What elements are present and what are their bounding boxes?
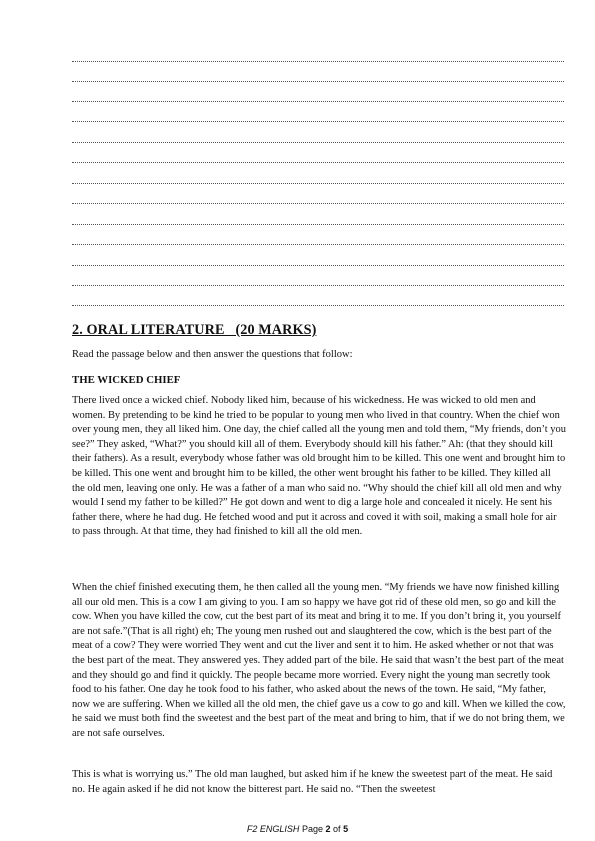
answer-line bbox=[72, 161, 564, 163]
answer-line bbox=[72, 100, 564, 102]
passage-paragraph-1: There lived once a wicked chief. Nobody liked him, because of his wickedness. He was wicked to old men and women. By pretending to be kind he tried to be popular to young men who lived in that country. When the chief won over young men, they all liked him. One day, the chief called all the young men and told them, “My friends, don’t you see?” They asked, “What?” you should kill all of them. Everybody should kill his father.” Ah: (that they should kill their fathers). As a result, everybody whose father was old brought him to be killed. This one went and brought him to be killed. This one went and brought him to be killed, the other went brought his father to be killed. They killed all the old men, leaving one only. He was a father of a man who said no. “Why should the chief kill all old men and why would I send my father to be killed?” He got down and went to dig a large hole and concealed it nicely. He sent his father there, where he had dug. He fetched wood and put it across and coved it with soil, making a small hole for air to pass through. At that time, they had finished to kill all the old men. bbox=[72, 395, 566, 538]
answer-line bbox=[72, 60, 564, 62]
passage-title: THE WICKED CHIEF bbox=[72, 374, 181, 386]
footer-page-word: Page bbox=[301, 824, 323, 834]
answer-line bbox=[72, 264, 564, 266]
answer-line bbox=[72, 243, 564, 245]
footer-label: F2 ENGLISH bbox=[246, 824, 300, 834]
answer-line bbox=[72, 141, 564, 143]
answer-line bbox=[72, 304, 564, 306]
footer-of-word: of bbox=[333, 824, 341, 834]
section-heading: 2. ORAL LITERATURE (20 MARKS) bbox=[72, 322, 317, 338]
section-instruction: Read the passage below and then answer the questions that follow: bbox=[72, 349, 353, 360]
answer-line bbox=[72, 120, 564, 122]
answer-line bbox=[72, 223, 564, 225]
answer-line bbox=[72, 284, 564, 286]
footer-page-number: 2 bbox=[325, 824, 331, 834]
answer-line bbox=[72, 182, 564, 184]
footer-total-pages: 5 bbox=[343, 824, 349, 834]
answer-line bbox=[72, 202, 564, 204]
answer-line bbox=[72, 80, 564, 82]
page-footer bbox=[0, 824, 595, 834]
passage-paragraph-3: This is what is worrying us.” The old man laughed, but asked him if he knew the sweetest part of the meat. He said no. He again asked if he did not know the bitterest part. He said no. “Then the sweetest bbox=[72, 769, 553, 795]
passage-paragraph-2: When the chief finished executing them, he then called all the young men. “My friends we have now finished killing all our old men. This is a cow I am giving to you. I am so happy we have got rid of these old men, so go and kill the cow. When you have killed the cow, cut the best part of its meat and bring it to me. If you don’t bring it, you yourself are not safe.”(That is all right) eh; The young men rushed out and slaughtered the cow, which is the best part of the meat of a cow? They were worried They went and cut the liver and sent it to him. He asked whether or not that was the best part of the meat. They answered yes. They added part of the bile. He said that wasn’t the best part of the meat and they should go and find it quickly. The people became more worried. Every night the young man secretly took food to his father. One day he took food to his father, who asked about the news of the town. He said, “My father, now we are suffering. When we killed all the old men, the chief gave us a cow to go and kill. When we killed the cow, he said we must both find the sweetest and the best part of the meat and bring to him, that if we do not bring them, we are not safe ourselves. bbox=[72, 582, 566, 739]
